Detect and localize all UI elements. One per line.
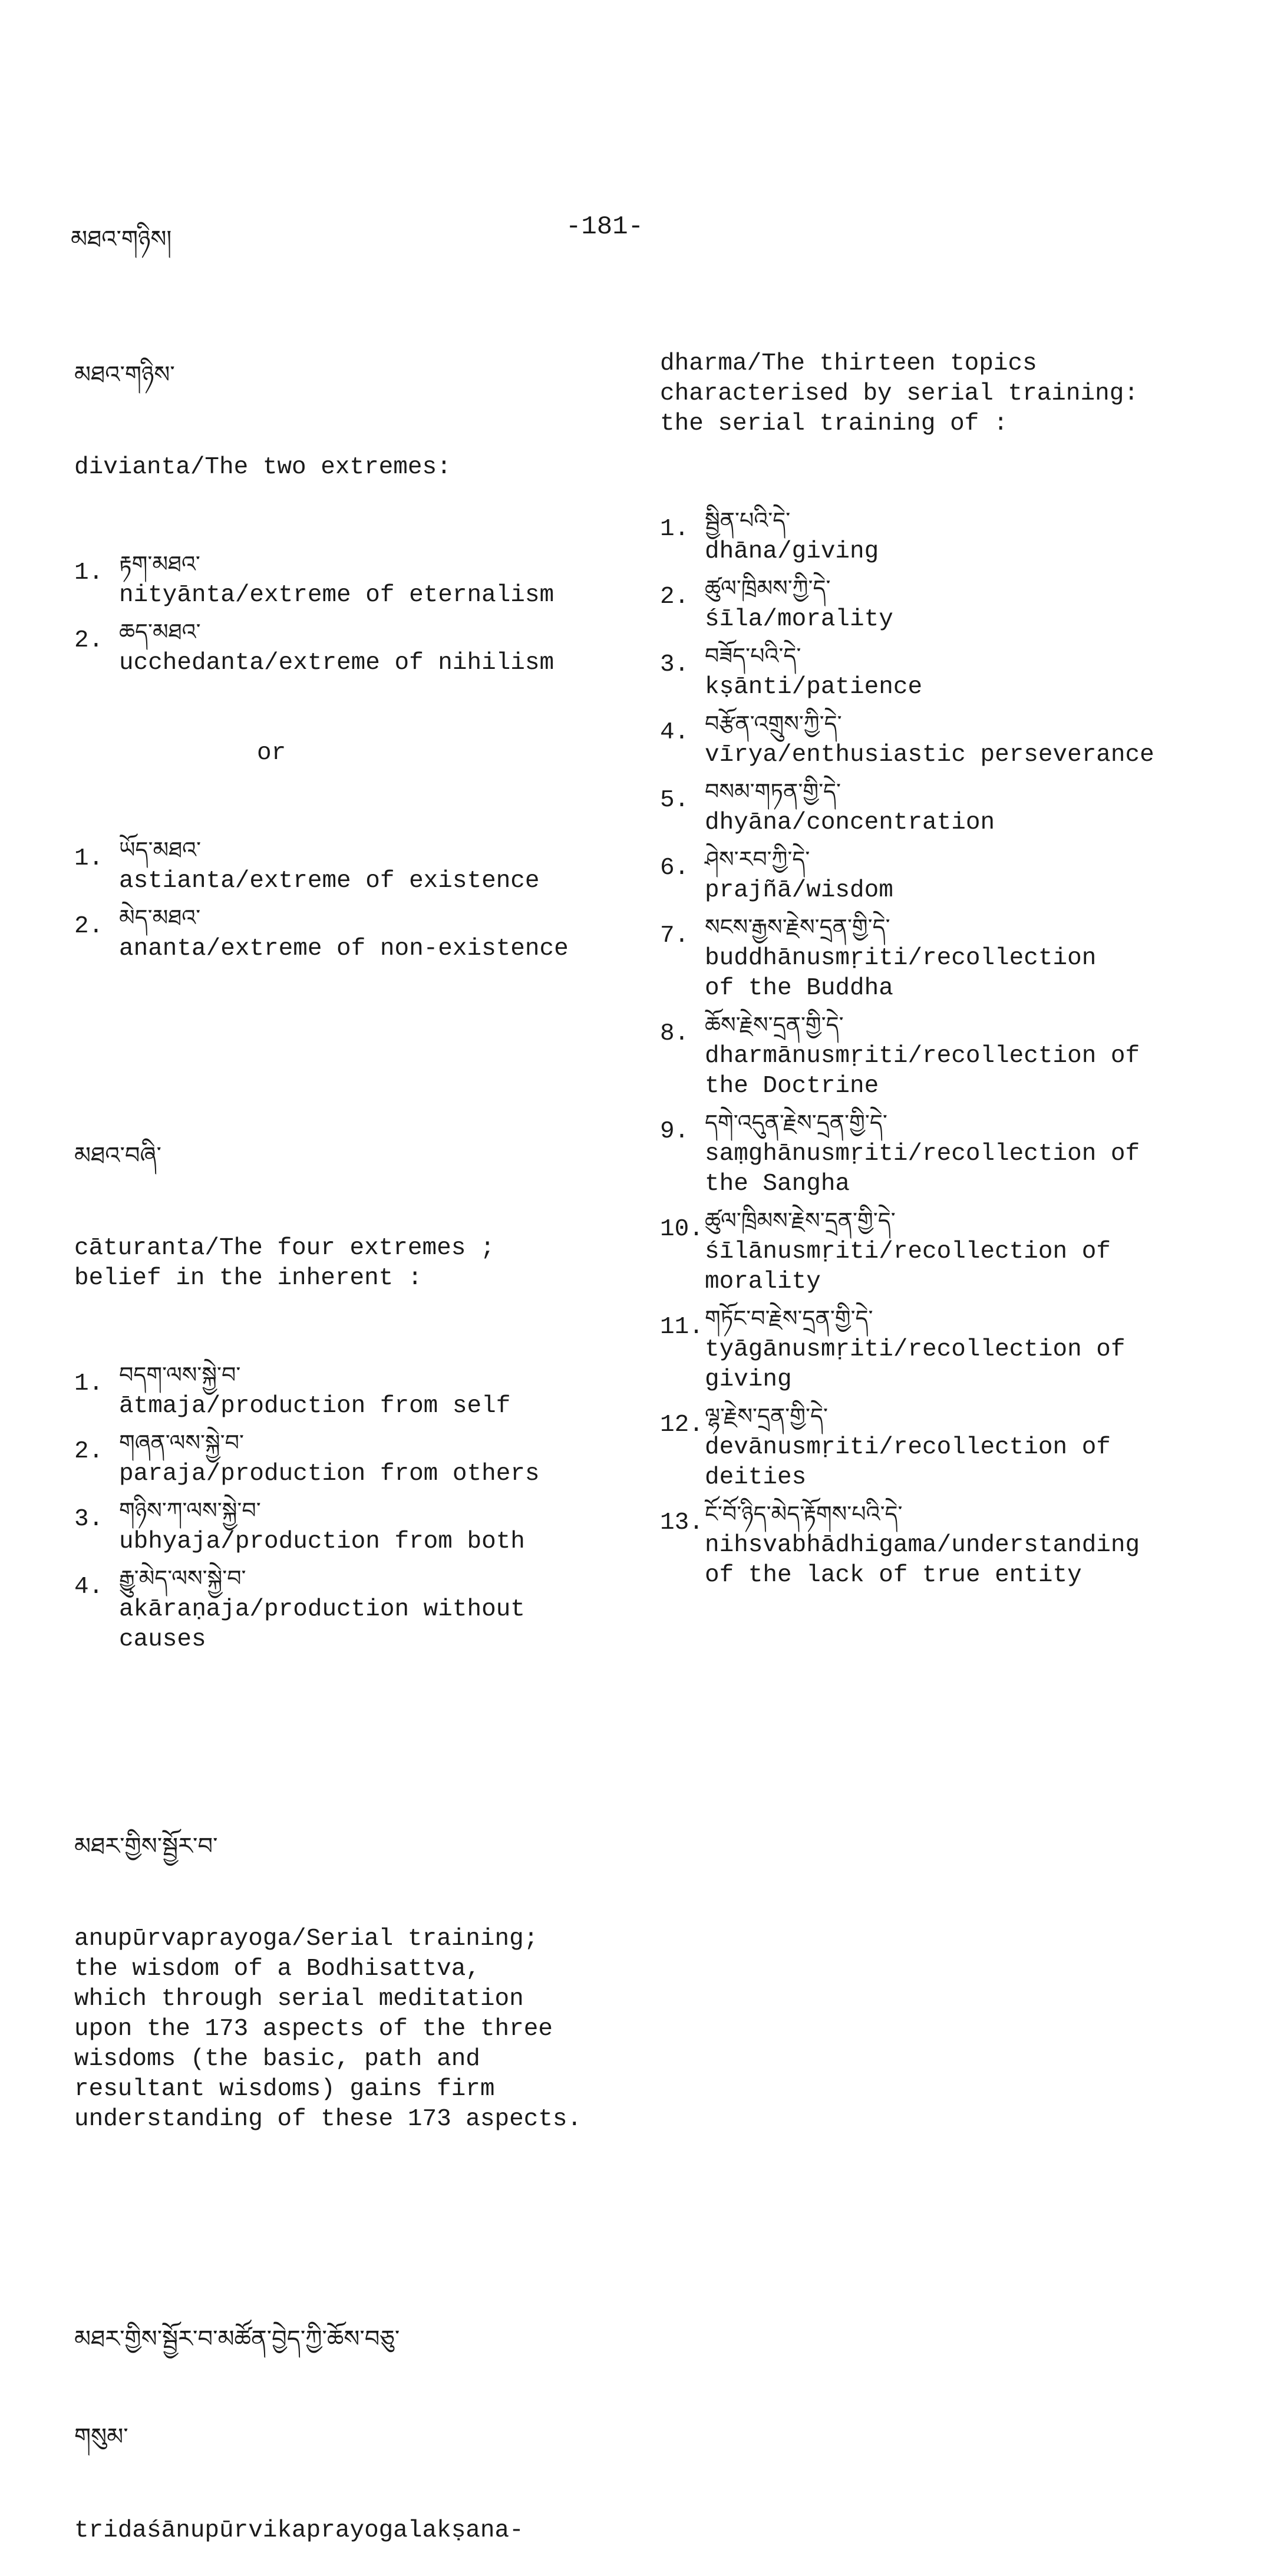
sanskrit-gloss: devānusmṛiti/recollection of deities [705, 1434, 1111, 1491]
list-item [74, 547, 616, 611]
item-number: 3. [660, 651, 689, 678]
sanskrit-gloss: śīla/morality [705, 606, 893, 633]
headword: མཐའ་གཉིས་ [74, 361, 175, 388]
or-text: or [257, 740, 286, 767]
item-number: 9. [660, 1118, 689, 1145]
sanskrit-gloss: śīlānusmṛiti/recollection of morality [705, 1238, 1111, 1295]
item-number: 2. [660, 583, 689, 611]
definition: anupūrvaprayoga/Serial training; the wisdom of a Bodhisattva, which through serial meditation upon the 173 aspects of the three wisdoms (the basic, path and resultant wisdoms) gains firm understanding of these 173 aspects. [74, 1925, 582, 2133]
tibetan-term: ཆད་མཐའ་ [119, 619, 201, 645]
sanskrit-gloss: dharmānusmṛiti/recollection of the Doctrine [705, 1043, 1140, 1100]
item-number: 3. [74, 1506, 104, 1533]
item-list [74, 1358, 616, 1655]
sanskrit-gloss: akāraṇaja/production without causes [119, 1596, 525, 1653]
tibetan-term: ཡོད་མཐའ་ [119, 837, 202, 863]
list-item [74, 1494, 616, 1557]
item-number: 1. [74, 1370, 104, 1397]
list-item [660, 639, 1249, 702]
sanskrit-gloss: astianta/extreme of existence [119, 868, 540, 895]
list-item [74, 1562, 616, 1655]
list-item [74, 615, 616, 678]
item-number: 13. [660, 1509, 704, 1536]
item-number: 2. [74, 913, 104, 940]
list-item [660, 1204, 1249, 1297]
item-list [660, 504, 1249, 1591]
running-head: མཐའ་གཉིས། [71, 226, 172, 253]
list-item [660, 1106, 1249, 1199]
tibetan-term: རྟག་མཐའ་ [119, 551, 200, 577]
page-number: -181- [566, 212, 644, 242]
list-item [74, 901, 616, 964]
sanskrit-gloss: ucchedanta/extreme of nihilism [119, 649, 555, 677]
list-item [660, 572, 1249, 635]
list-item [660, 1302, 1249, 1395]
tibetan-term: ཚུལ་ཁྲིམས་རྗེས་དྲན་གྱི་དེ་ [705, 1208, 896, 1233]
item-number: 11. [660, 1314, 704, 1341]
sanskrit-gloss: dhāna/giving [705, 538, 879, 565]
definition: tridaśānupūrvikaprayogalakṣana- [74, 2517, 524, 2544]
tibetan-term: བཟོད་པའི་དེ་ [705, 643, 801, 669]
item-number: 1. [74, 559, 104, 586]
item-list [74, 547, 616, 678]
sanskrit-gloss: ananta/extreme of non-existence [119, 935, 569, 962]
tibetan-term: གཏོང་བ་རྗེས་དྲན་གྱི་དེ་ [705, 1305, 873, 1331]
item-number: 6. [660, 855, 689, 882]
list-item [74, 1358, 616, 1421]
sanskrit-gloss: kṣānti/patience [705, 674, 923, 701]
list-item [660, 707, 1249, 770]
sanskrit-gloss: ubhyaja/production from both [119, 1528, 525, 1555]
tibetan-term: སྦྱིན་པའི་དེ་ [705, 507, 791, 533]
item-number: 8. [660, 1020, 689, 1047]
tibetan-term: ལྷ་རྗེས་དྲན་གྱི་དེ་ [705, 1403, 829, 1429]
sanskrit-gloss: vīrya/enthusiastic perseverance [705, 741, 1154, 768]
page-header [71, 212, 1190, 253]
list-item [660, 1008, 1249, 1101]
item-number: 4. [660, 719, 689, 746]
right-column [660, 289, 1249, 1621]
tibetan-term: བསམ་གཏན་གྱི་དེ་ [705, 779, 841, 804]
definition: divianta/The two extremes: [74, 454, 451, 481]
tibetan-term: དགེ་འདུན་རྗེས་དྲན་གྱི་དེ་ [705, 1110, 887, 1136]
item-number: 1. [74, 845, 104, 872]
definition: cāturanta/The four extremes ; belief in the inherent : [74, 1235, 495, 1292]
headword-continued: གསུམ་ [74, 2423, 128, 2450]
sanskrit-gloss: nihsvabhādhigama/understanding of the lack of true entity [705, 1532, 1140, 1589]
list-item [74, 833, 616, 896]
list-item [660, 911, 1249, 1004]
list-item [660, 1498, 1249, 1591]
sanskrit-gloss: paraja/production from others [119, 1460, 540, 1487]
sanskrit-gloss: nityānta/extreme of eternalism [119, 582, 555, 609]
item-list [74, 833, 616, 964]
list-item [660, 775, 1249, 838]
tibetan-term: བདག་ལས་སྐྱེ་བ་ [119, 1362, 241, 1388]
item-number: 12. [660, 1411, 704, 1439]
list-item [660, 843, 1249, 906]
item-number: 10. [660, 1216, 704, 1243]
sanskrit-gloss: buddhānusmṛiti/recollection of the Buddha [705, 945, 1097, 1002]
tibetan-term: སངས་རྒྱས་རྗེས་དྲན་གྱི་དེ་ [705, 914, 890, 940]
item-number: 4. [74, 1574, 104, 1601]
sanskrit-gloss: prajñā/wisdom [705, 877, 893, 904]
sanskrit-gloss: tyāgānusmṛiti/recollection of giving [705, 1336, 1126, 1393]
tibetan-term: གཉིས་ཀ་ལས་སྐྱེ་བ་ [119, 1498, 261, 1523]
list-item [660, 504, 1249, 567]
tibetan-term: ངོ་བོ་ཉིད་མེད་རྟོགས་པའི་དེ་ [705, 1501, 903, 1527]
list-item [74, 1426, 616, 1489]
tibetan-term: ཚུལ་ཁྲིམས་ཀྱི་དེ་ [705, 575, 831, 601]
tibetan-term: མེད་མཐའ་ [119, 905, 201, 931]
item-number: 1. [660, 516, 689, 543]
headword: མཐར་གྱིས་སྦྱོར་བ་མཚོན་བྱེད་ཀྱི་ཆོས་བཅུ་ [74, 2326, 400, 2353]
sanskrit-gloss: dhyāna/concentration [705, 809, 995, 836]
item-number: 5. [660, 787, 689, 814]
tibetan-term: བརྩོན་འགྲུས་ཀྱི་དེ་ [705, 711, 842, 737]
headword: མཐའ་བཞི་ [74, 1142, 161, 1169]
headword: མཐར་གྱིས་སྦྱོར་བ་ [74, 1833, 218, 1860]
definition-continued: dharma/The thirteen topics characterised by serial training: the serial training of : [660, 350, 1138, 437]
item-number: 2. [74, 627, 104, 654]
tibetan-term: རྒྱུ་མེད་ལས་སྐྱེ་བ་ [119, 1565, 246, 1591]
sanskrit-gloss: saṃghānusmṛiti/recollection of the Sangha [705, 1140, 1140, 1198]
item-number: 2. [74, 1438, 104, 1465]
sanskrit-gloss: ātmaja/production from self [119, 1393, 511, 1420]
tibetan-term: གཞན་ལས་སྐྱེ་བ་ [119, 1430, 244, 1456]
left-column [74, 289, 616, 2576]
item-number: 7. [660, 922, 689, 949]
tibetan-term: ཤེས་རབ་ཀྱི་དེ་ [705, 846, 810, 872]
tibetan-term: ཆོས་རྗེས་དྲན་གྱི་དེ་ [705, 1012, 844, 1038]
list-item [660, 1400, 1249, 1493]
